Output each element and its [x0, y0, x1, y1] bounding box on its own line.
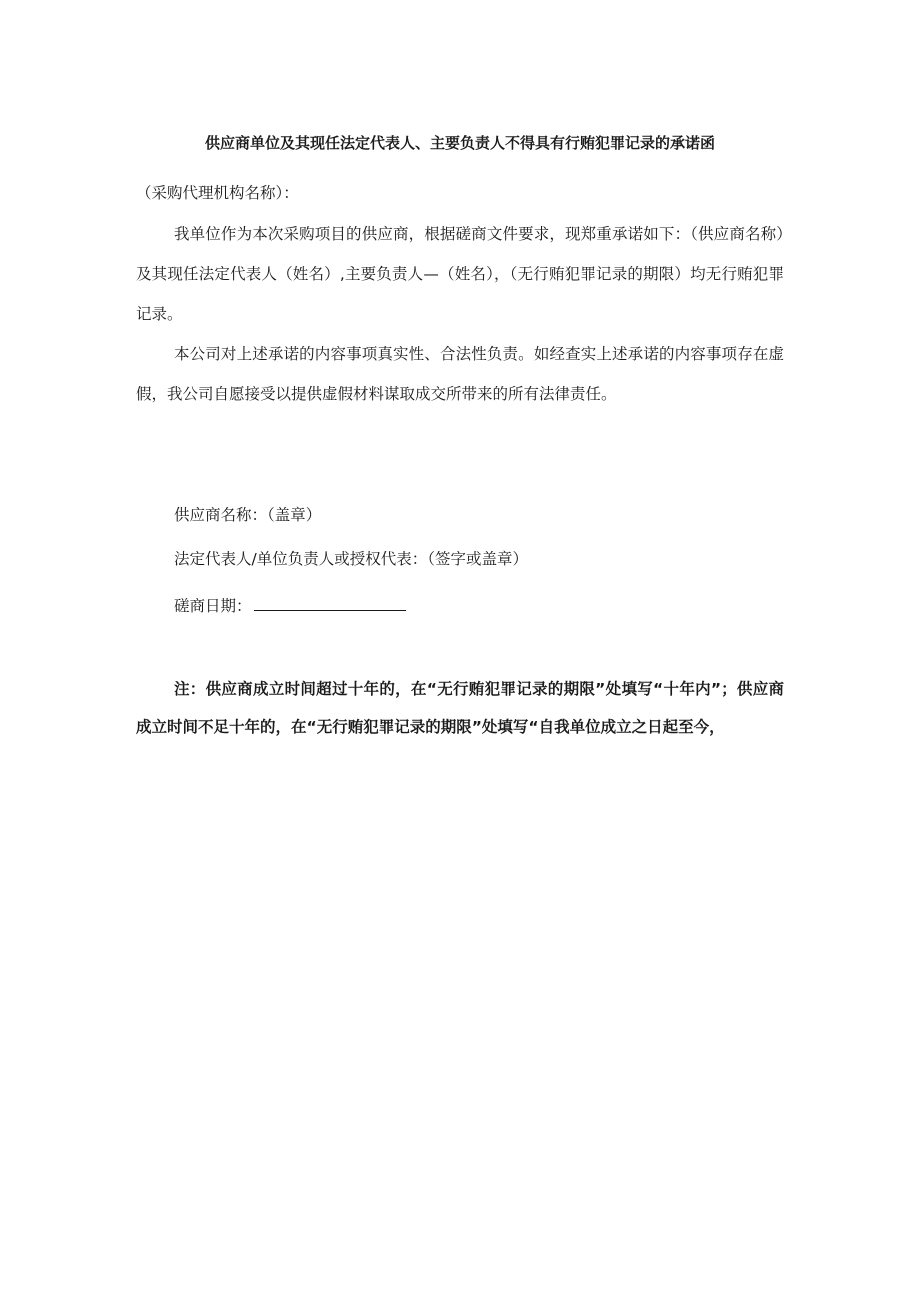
date-label: 磋商日期： — [174, 597, 252, 615]
addressee-line: （采购代理机构名称）： — [136, 184, 299, 202]
commitment-paragraph: 我单位作为本次采购项目的供应商，根据磋商文件要求，现郑重承诺如下：（供应商名称）及其现任法定代表人（姓名）,主要负责人—（姓名），（无行贿犯罪记录的期限）均无行贿犯罪记录。 — [136, 225, 784, 323]
responsibility-paragraph: 本公司对上述承诺的内容事项真实性、合法性负责。如经查实上述承诺的内容事项存在虚假，我公司自愿接受以提供虚假材料谋取成交所带来的所有法律责任。 — [136, 345, 784, 403]
date-blank-underline — [254, 592, 406, 611]
note-paragraph: 注：供应商成立时间超过十年的，在“无行贿犯罪记录的期限”处填写“十年内”；供应商成立时间不足十年的，在“无行贿犯罪记录的期限”处填写“自我单位成立之日起至今， — [136, 680, 784, 736]
date-line — [174, 592, 406, 619]
representative-line: 法定代表人/单位负责人或授权代表：（签字或盖章） — [174, 550, 528, 568]
supplier-name-line: 供应商名称：（盖章） — [174, 506, 322, 524]
document-title: 供应商单位及其现任法定代表人、主要负责人不得具有行贿犯罪记录的承诺函 — [204, 134, 715, 152]
